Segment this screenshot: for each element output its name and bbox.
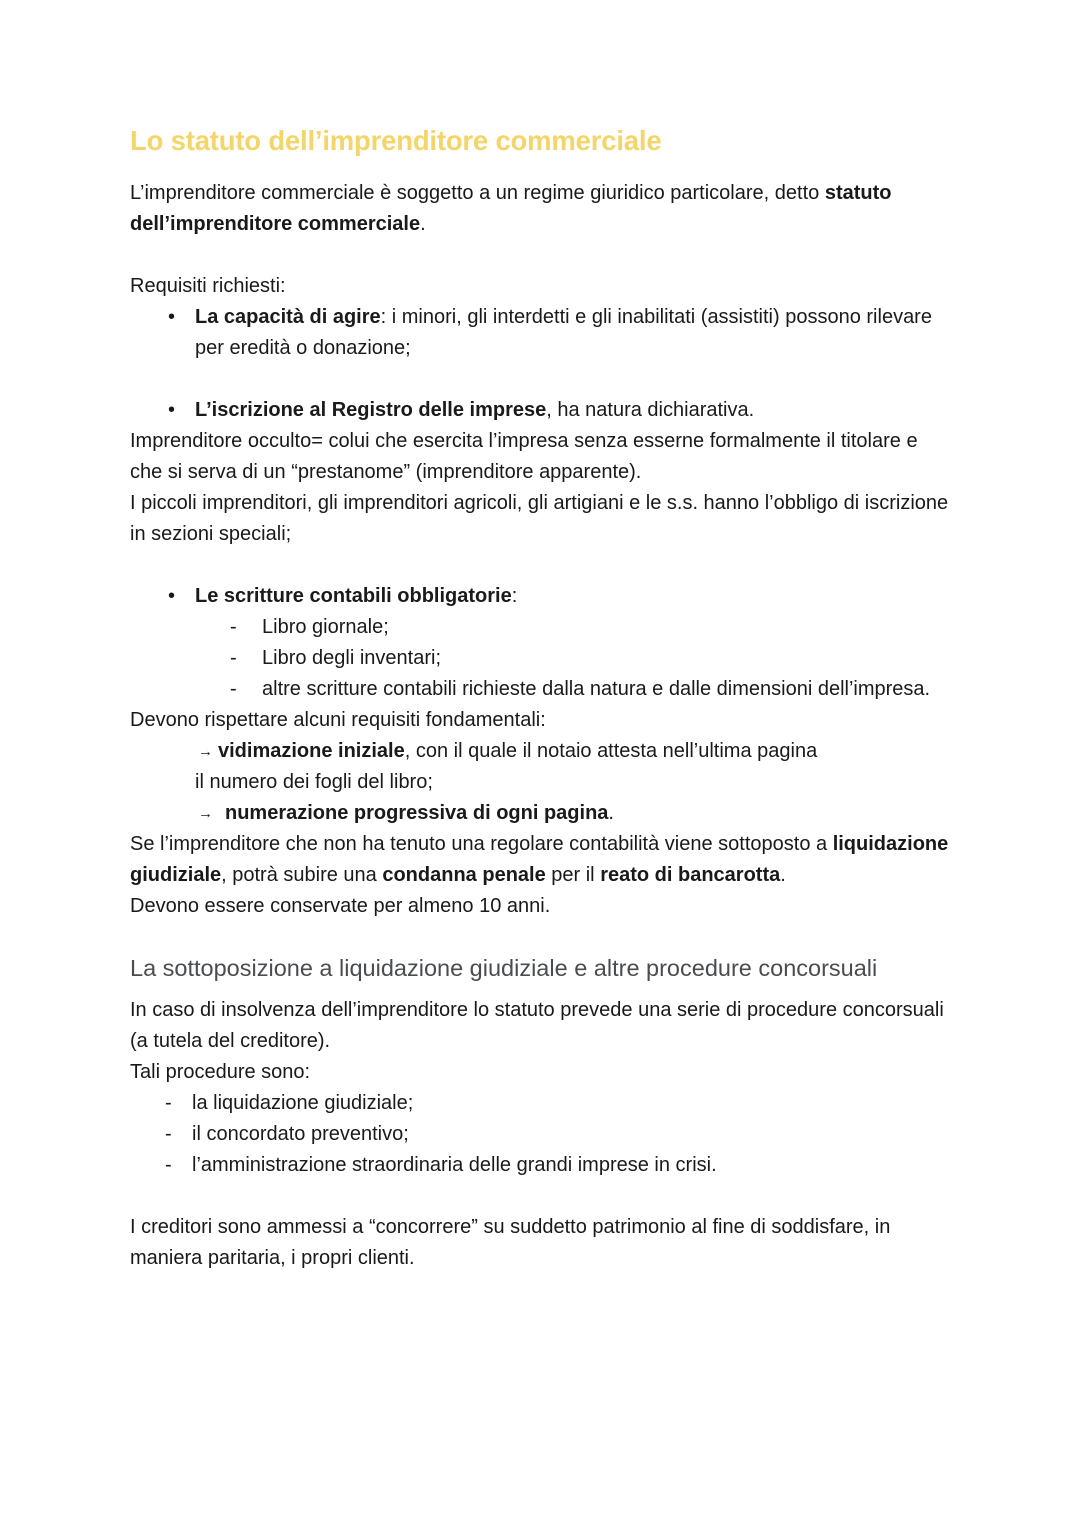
bancarotta-paragraph xyxy=(130,829,955,891)
list-item xyxy=(130,736,955,767)
bancarotta-p4: . xyxy=(780,864,786,886)
bullet-2-bold: Le scritture contabili obbligatorie xyxy=(195,585,512,607)
insolvenza-paragraph: In caso di insolvenza dell’imprenditore lo statuto prevede una serie di procedure concorsuali (a tutela del creditore). xyxy=(130,999,944,1052)
list-item: - la liquidazione giudiziale; xyxy=(130,1088,955,1119)
list-item: - il concordato preventivo; xyxy=(130,1119,955,1150)
tali-procedure-label: Tali procedure sono: xyxy=(130,1061,311,1083)
spacer xyxy=(130,240,955,271)
list-item: - Libro degli inventari; xyxy=(130,643,955,674)
conservazione-paragraph: Devono essere conservate per almeno 10 anni. xyxy=(130,895,551,917)
spacer xyxy=(130,550,955,581)
bancarotta-b2: condanna penale xyxy=(382,864,546,886)
page-title: Lo statuto dell’imprenditore commerciale xyxy=(130,125,662,156)
bancarotta-p1: Se l’imprenditore che non ha tenuto una regolare contabilità viene sottoposto a xyxy=(130,833,833,855)
requisiti-fondamentali-label: Devono rispettare alcuni requisiti fondamentali: xyxy=(130,709,546,731)
bancarotta-b3: reato di bancarotta xyxy=(600,864,781,886)
bullet-1-rest: , ha natura dichiarativa. xyxy=(546,399,755,421)
spacer xyxy=(130,1181,955,1212)
scritture-bullet-list xyxy=(130,581,955,612)
procedure-list xyxy=(130,1088,955,1181)
intro-paragraph xyxy=(130,178,955,240)
list-item: - altre scritture contabili richieste dalla natura e dalle dimensioni dell’impresa. xyxy=(130,674,955,705)
list-item: - l’amministrazione straordinaria delle grandi imprese in crisi. xyxy=(130,1150,955,1181)
document-content xyxy=(130,124,955,1274)
list-item xyxy=(130,798,955,829)
requisiti-bullet-list xyxy=(130,302,955,364)
intro-line-2-bold: statuto dell’imprenditore commerciale xyxy=(130,182,892,235)
list-item xyxy=(130,395,955,426)
bancarotta-p2: , potrà subire una xyxy=(221,864,383,886)
bullet-1-bold: L’iscrizione al Registro delle imprese xyxy=(195,399,547,421)
piccoli-imprenditori-paragraph: I piccoli imprenditori, gli imprenditori agricoli, gli artigiani e le s.s. hanno l’obbligo di iscrizione in sezioni speciali; xyxy=(130,492,949,545)
intro-line-2-prefix: detto xyxy=(774,182,825,204)
bancarotta-b1: liquidazione giudiziale xyxy=(130,833,949,886)
arrow-right-icon: → xyxy=(198,805,213,822)
creditori-paragraph: I creditori sono ammessi a “concorrere” su suddetto patrimonio al fine di soddisfare, in maniera paritaria, i propri clienti. xyxy=(130,1216,891,1269)
spacer xyxy=(130,364,955,395)
list-item xyxy=(130,302,955,364)
list-item: - Libro giornale; xyxy=(130,612,955,643)
intro-line-1: L’imprenditore commerciale è soggetto a un regime giuridico particolare, xyxy=(130,182,770,204)
arrow-0-bold: vidimazione iniziale xyxy=(218,740,405,762)
arrow-1-bold: numerazione progressiva di ogni pagina xyxy=(225,802,609,824)
requisiti-arrow-list xyxy=(130,736,955,767)
iscrizione-bullet-list xyxy=(130,395,955,426)
arrow-right-icon: → xyxy=(198,743,213,760)
list-item xyxy=(130,581,955,612)
arrow-0-wrap-line: il numero dei fogli del libro; xyxy=(195,771,433,793)
imprenditore-occulto-paragraph: Imprenditore occulto= colui che esercita l’impresa senza esserne formalmente il titolare e che si serva di un “prestanome” (imprenditore apparente). xyxy=(130,430,918,483)
arrow-0-rest: , con il quale il notaio attesta nell’ultima pagina xyxy=(404,740,818,762)
section-heading: La sottoposizione a liquidazione giudiziale e altre procedure concorsuali xyxy=(130,955,878,981)
bancarotta-p3: per il xyxy=(545,864,601,886)
bullet-0-rest: : i minori, gli interdetti e gli inabilitati (assistiti) possono rilevare per eredità o donazione; xyxy=(195,306,932,359)
scritture-sublist xyxy=(130,612,955,705)
bullet-0-bold: La capacità di agire xyxy=(195,306,381,328)
requisiti-arrow-list-2 xyxy=(130,798,955,829)
arrow-1-rest: . xyxy=(608,802,614,824)
requisiti-label: Requisiti richiesti: xyxy=(130,275,286,297)
intro-line-2-suffix: . xyxy=(420,213,426,235)
bullet-2-rest: : xyxy=(511,585,518,607)
